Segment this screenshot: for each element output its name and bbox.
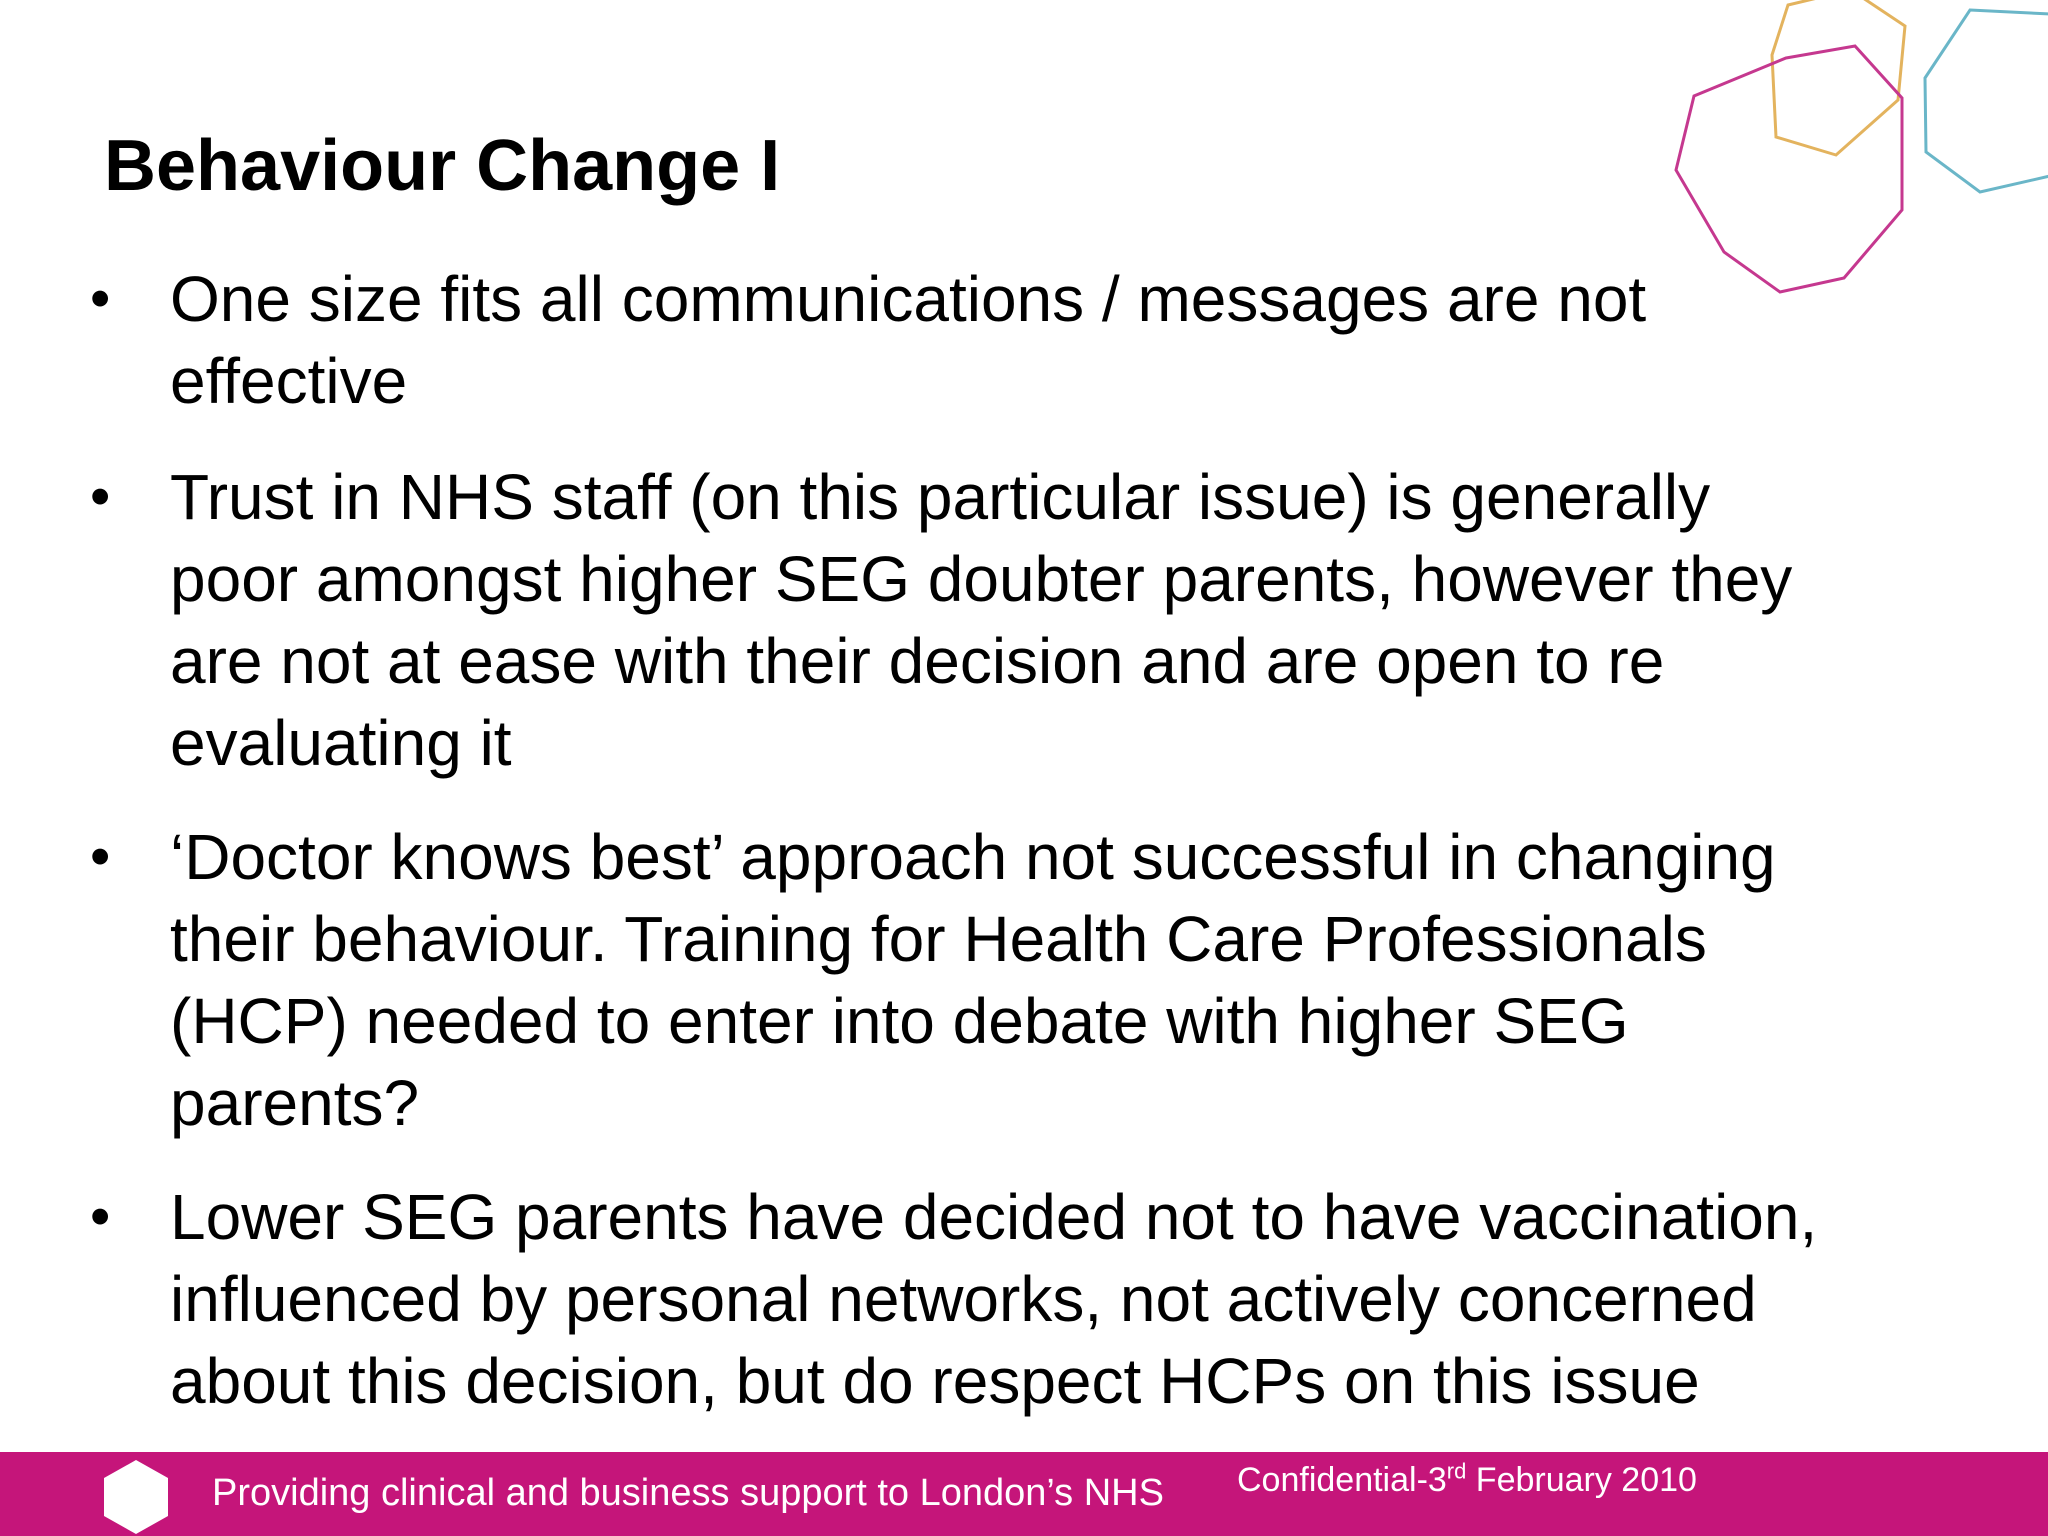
hexagon-teal-ring — [1925, 10, 2048, 192]
ordinal-suffix: rd — [1446, 1458, 1467, 1484]
confidential-date — [1237, 1460, 1697, 1500]
bullet-marker: • — [90, 824, 111, 889]
bullet-line: influenced by personal networks, not actively concerned — [170, 1263, 1757, 1335]
bullet-line: parents? — [170, 1067, 420, 1139]
bullet-line: Lower SEG parents have decided not to have vaccination, — [170, 1181, 1818, 1253]
bullet-line: their behaviour. Training for Health Care Professionals — [170, 903, 1707, 975]
bullet-line: ‘Doctor knows best’ approach not successful in changing — [170, 821, 1776, 893]
footer-tagline: Providing clinical and business support to London’s NHS — [212, 1472, 1164, 1514]
bullet-line: (HCP) needed to enter into debate with higher SEG — [170, 985, 1629, 1057]
bullet-line: effective — [170, 345, 408, 417]
bullet-line: Trust in NHS staff (on this particular issue) is generally — [170, 461, 1711, 533]
confidential-prefix: Confidential-3 — [1237, 1461, 1447, 1499]
bullet-text — [170, 816, 1970, 1144]
bullet-marker: • — [90, 266, 111, 331]
bullet-line: about this decision, but do respect HCPs on this issue — [170, 1345, 1700, 1417]
confidential-month-year: February 2010 — [1466, 1461, 1697, 1499]
bullet-marker: • — [90, 1184, 111, 1249]
footer-band — [0, 1452, 2048, 1536]
bullet-marker: • — [90, 464, 111, 529]
bullet-text — [170, 258, 1970, 422]
bullet-line: are not at ease with their decision and are open to re — [170, 625, 1665, 697]
bullet-line: evaluating it — [170, 707, 512, 779]
hexagon-logo-icon — [100, 1458, 172, 1536]
slide-title: Behaviour Change I — [104, 126, 781, 206]
bullet-line: poor amongst higher SEG doubter parents, however they — [170, 543, 1793, 615]
hexagon-magenta-ring — [1676, 46, 1902, 292]
bullet-text — [170, 1176, 1970, 1422]
bullet-text — [170, 456, 1970, 784]
bullet-line: One size fits all communications / messages are not — [170, 263, 1647, 335]
